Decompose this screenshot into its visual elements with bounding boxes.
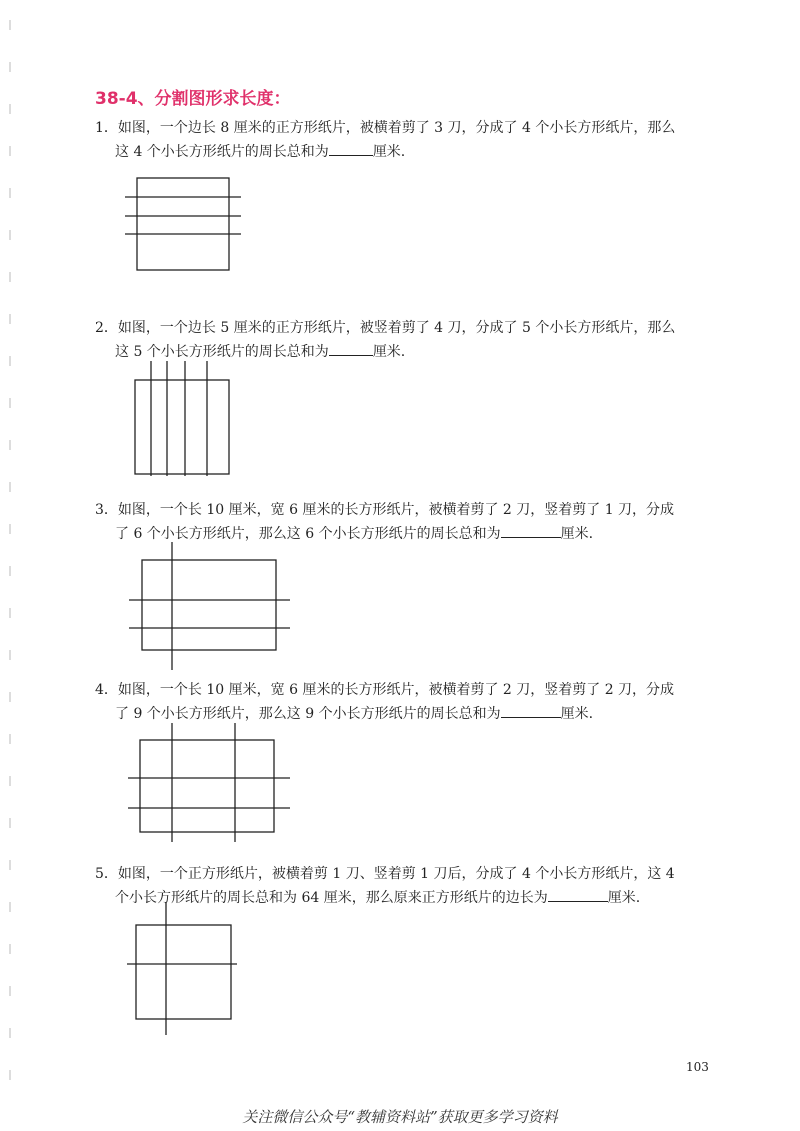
question-4 — [95, 678, 735, 726]
question-text: 了 6 个小长方形纸片，那么这 6 个小长方形纸片的周长总和为 — [115, 526, 501, 542]
rectangle-outline — [140, 740, 274, 832]
figure-3-rectangle-2h-1v-cuts — [125, 540, 295, 675]
answer-blank[interactable] — [329, 341, 373, 356]
question-text: 如图，一个边长 5 厘米的正方形纸片，被竖着剪了 4 刀，分成了 5 个小长方形纸片，那么 — [117, 320, 676, 336]
square-outline — [136, 925, 231, 1019]
answer-blank[interactable] — [329, 141, 373, 156]
figure-5-square-1h-1v-cuts — [125, 900, 240, 1040]
question-unit: 厘米. — [372, 144, 406, 160]
question-text: 了 9 个小长方形纸片，那么这 9 个小长方形纸片的周长总和为 — [115, 706, 501, 722]
square-outline — [137, 178, 229, 270]
question-1 — [95, 116, 735, 164]
figure-1-square-3-horizontal-cuts — [120, 170, 250, 280]
rectangle-outline — [142, 560, 276, 650]
question-number: 1． — [95, 120, 118, 136]
question-unit: 厘米. — [607, 890, 641, 906]
question-text: 如图，一个长 10 厘米，宽 6 厘米的长方形纸片，被横着剪了 2 刀，竖着剪了 1 刀，分成 — [117, 502, 675, 518]
answer-blank[interactable] — [548, 887, 608, 902]
question-text: 这 5 个小长方形纸片的周长总和为 — [115, 344, 329, 360]
question-number: 5． — [95, 866, 118, 882]
question-text: 如图，一个正方形纸片，被横着剪 1 刀、竖着剪 1 刀后，分成了 4 个小长方形纸片，这 4 — [117, 866, 675, 882]
answer-blank[interactable] — [501, 703, 561, 718]
section-title: 38-4、分割图形求长度： — [95, 89, 291, 109]
question-unit: 厘米. — [372, 344, 406, 360]
figure-4-rectangle-2h-2v-cuts — [125, 720, 295, 845]
question-unit: 厘米. — [560, 526, 594, 542]
page-number: 103 — [686, 1060, 709, 1074]
question-unit: 厘米. — [560, 706, 594, 722]
binding-margin-ticks — [0, 0, 20, 1131]
question-text: 如图，一个边长 8 厘米的正方形纸片，被横着剪了 3 刀，分成了 4 个小长方形纸片，那么 — [117, 120, 676, 136]
square-outline — [135, 380, 229, 474]
question-text: 如图，一个长 10 厘米，宽 6 厘米的长方形纸片，被横着剪了 2 刀，竖着剪了 2 刀，分成 — [117, 682, 675, 698]
answer-blank[interactable] — [501, 523, 561, 538]
question-text: 个小长方形纸片的周长总和为 64 厘米，那么原来正方形纸片的边长为 — [115, 890, 548, 906]
question-number: 3． — [95, 502, 118, 518]
question-number: 4． — [95, 682, 118, 698]
footer-note: 关注微信公众号“教辅资料站”获取更多学习资料 — [242, 1108, 558, 1126]
question-text: 这 4 个小长方形纸片的周长总和为 — [115, 144, 329, 160]
question-number: 2． — [95, 320, 118, 336]
question-3 — [95, 498, 735, 546]
figure-2-square-4-vertical-cuts — [125, 355, 245, 485]
